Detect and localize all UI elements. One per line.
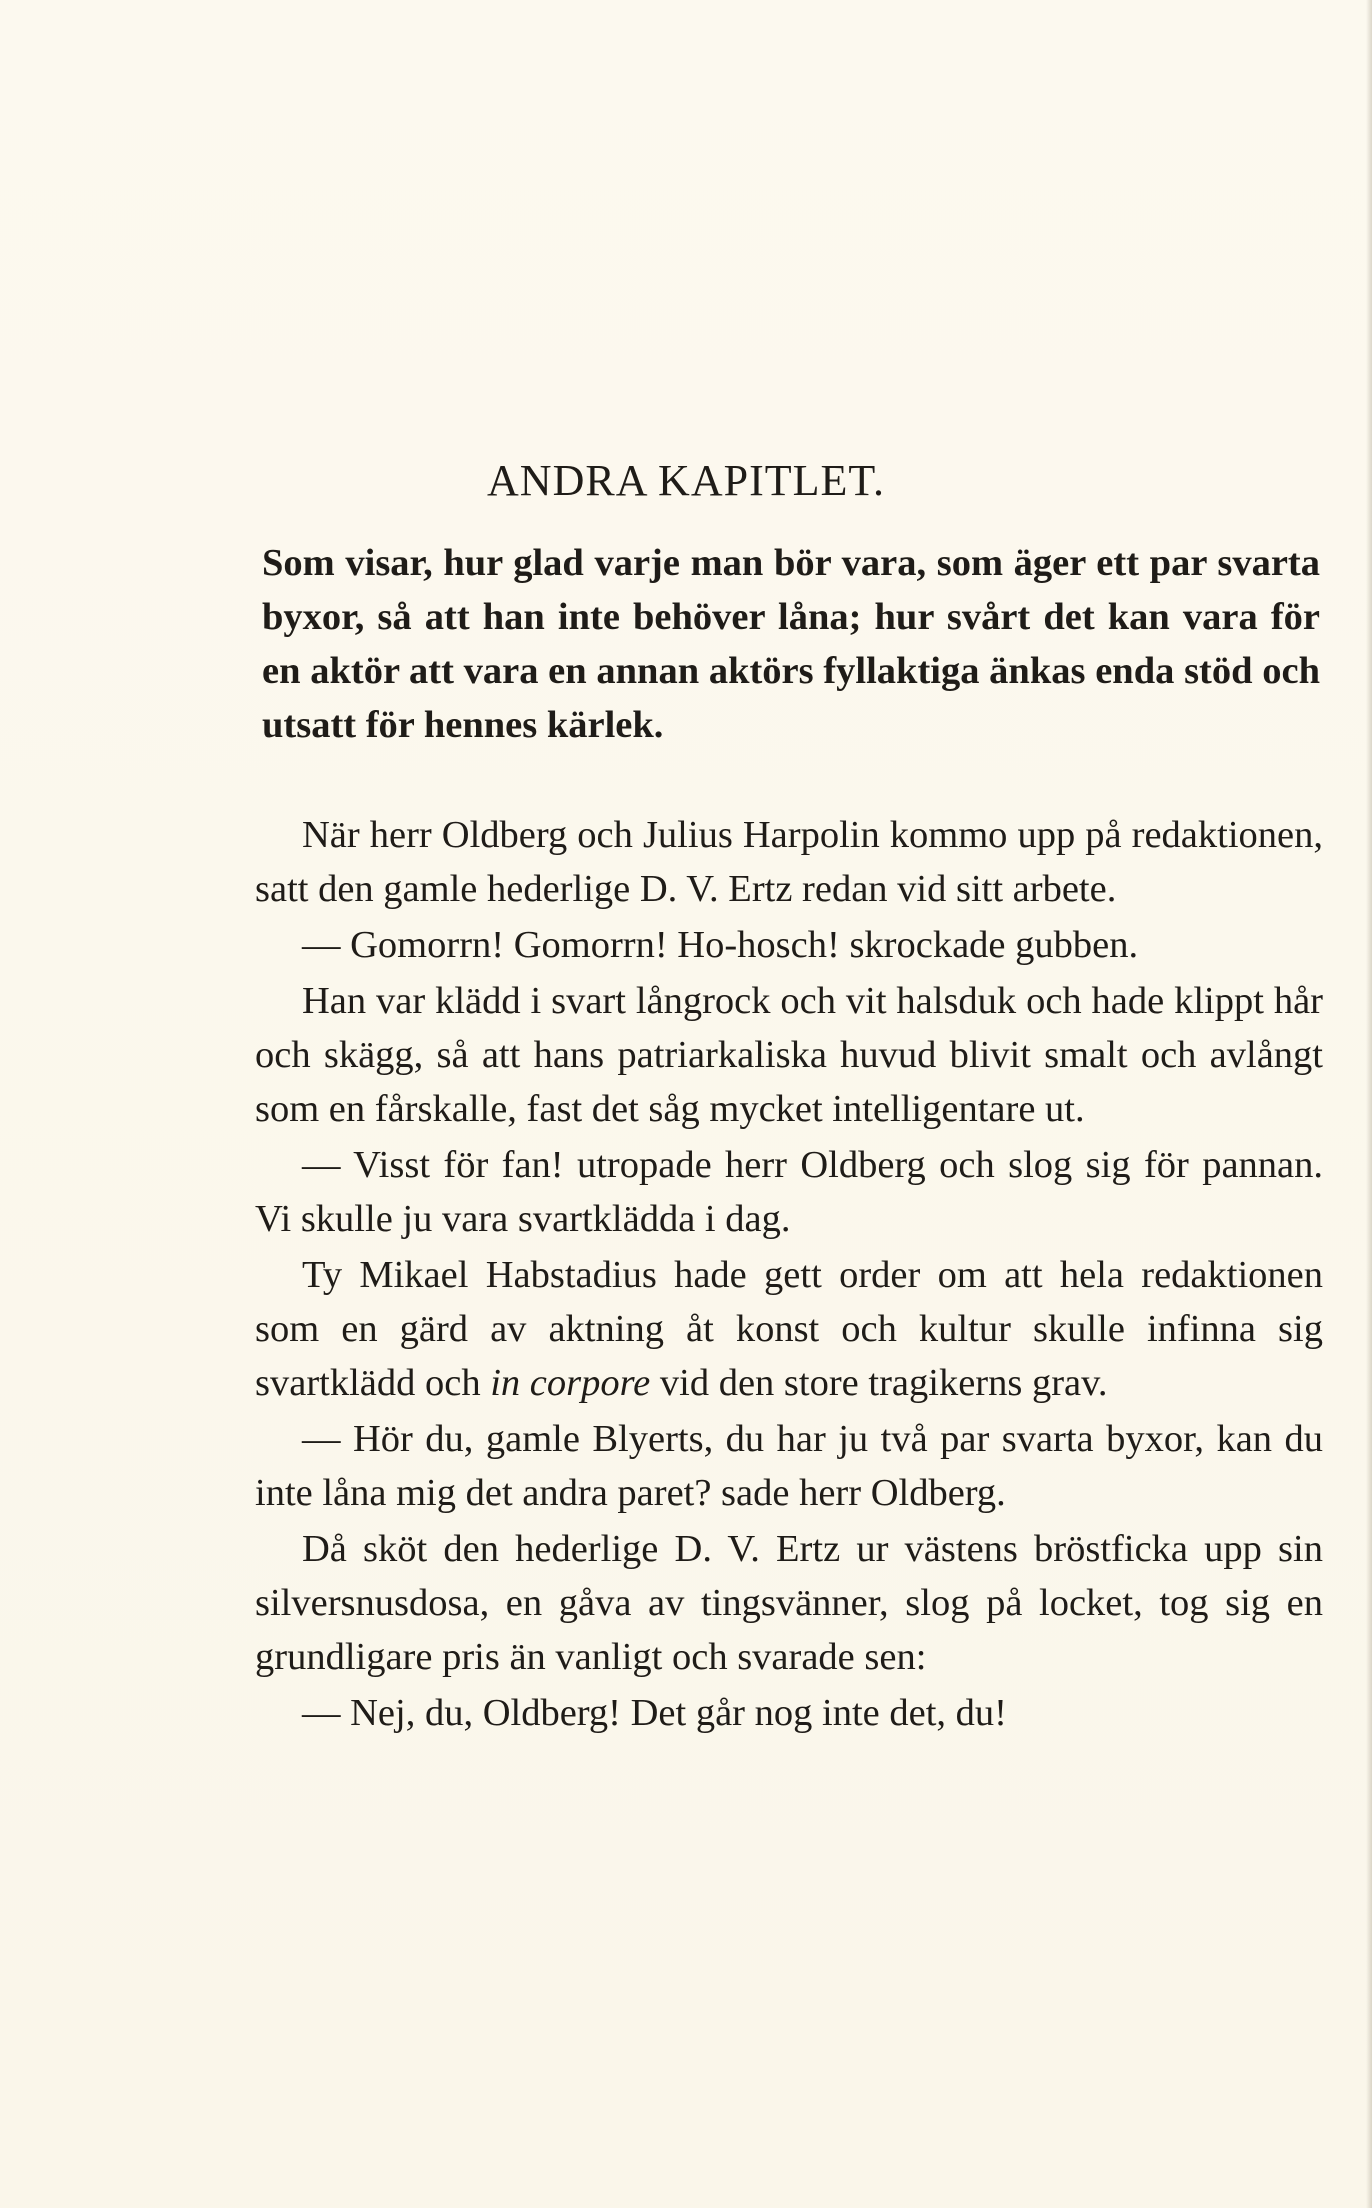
paragraph-8: — Nej, du, Oldberg! Det går nog inte det, du! [302, 1692, 1007, 1734]
chapter-title: ANDRA KAPITLET. [487, 456, 885, 505]
paragraph-5-text-b: vid den store tragikerns grav. [650, 1362, 1108, 1404]
paragraph-5 [255, 1248, 1323, 1410]
paragraph-5-text-a: Ty Mikael Habstadius hade gett order om att hela redaktionen som en gärd av aktning åt konst och kultur skulle infinna sig svartklädd och [255, 1254, 1323, 1404]
paragraph-6: — Hör du, gamle Blyerts, du har ju två par svarta byxor, kan du inte låna mig det andra paret? sade herr Oldberg. [255, 1418, 1323, 1514]
paragraph-3: Han var klädd i svart långrock och vit halsduk och hade klippt hår och skägg, så att hans patriarkaliska huvud blivit smalt och avlångt som en fårskalle, fast det såg mycket intelligentare ut. [255, 980, 1323, 1130]
chapter-summary: Som visar, hur glad varje man bör vara, som äger ett par svarta byxor, så att han inte behöver låna; hur svårt det kan vara för en aktör att vara en annan aktörs fyllaktiga änkas enda stöd och utsatt för hennes kärlek. [262, 542, 1320, 746]
page-edge-shadow [1366, 0, 1372, 2208]
paragraph-4: — Visst för fan! utropade herr Oldberg och slog sig för pannan. Vi skulle ju vara svartklädda i dag. [255, 1144, 1323, 1240]
paragraph-2: — Gomorrn! Gomorrn! Ho-hosch! skrockade gubben. [302, 924, 1139, 966]
paragraph-5-italic: in corpore [490, 1362, 651, 1404]
chapter-body [255, 808, 1323, 1740]
paragraph-1: När herr Oldberg och Julius Harpolin kommo upp på redaktionen, satt den gamle hederlige D. V. Ertz redan vid sitt arbete. [255, 814, 1323, 910]
paragraph-7: Då sköt den hederlige D. V. Ertz ur västens bröstficka upp sin silversnusdosa, en gåva av tingsvänner, slog på locket, tog sig en grundligare pris än vanligt och svarade sen: [255, 1528, 1323, 1678]
